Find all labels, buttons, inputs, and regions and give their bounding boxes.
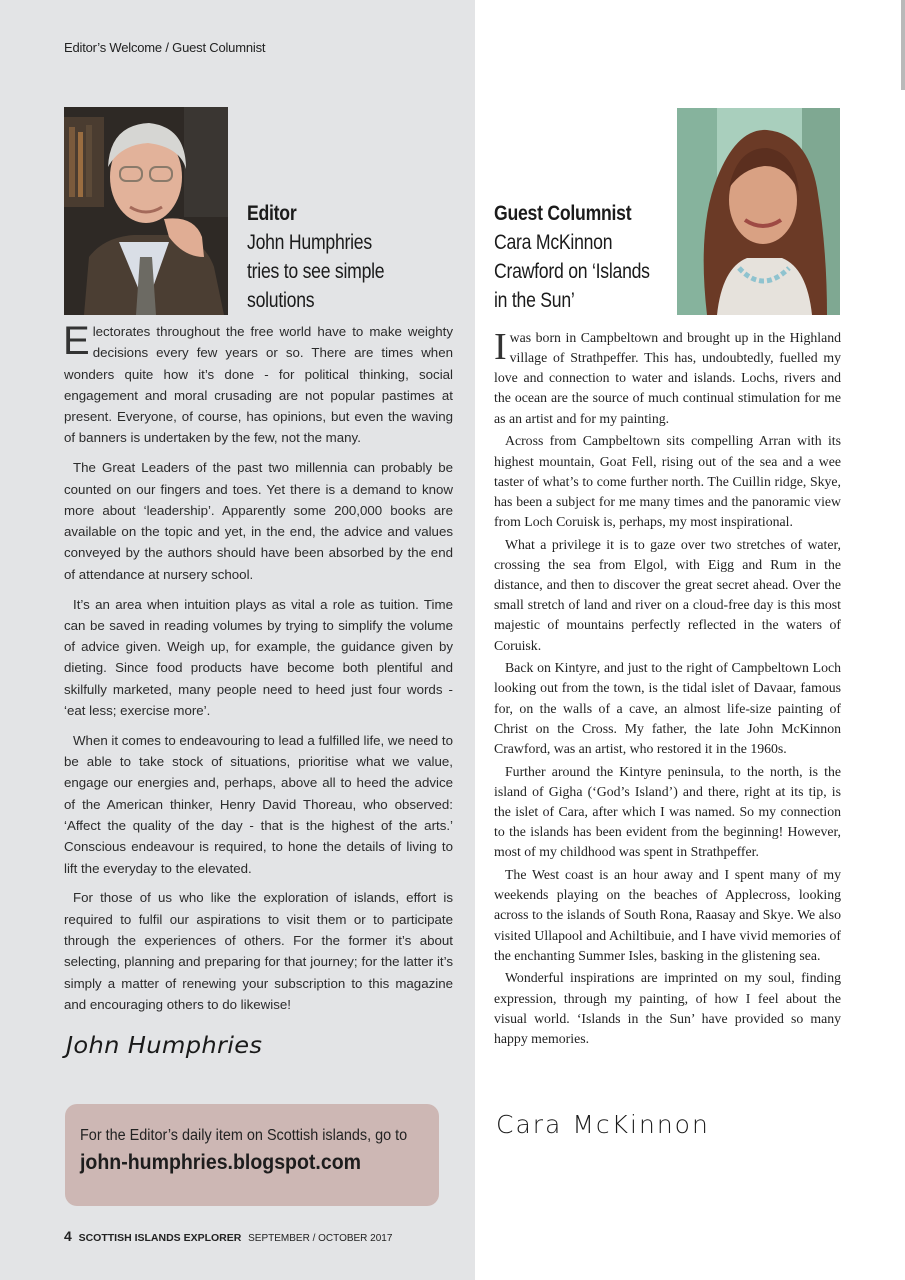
guest-paragraph: Back on Kintyre, and just to the right of Campbeltown Loch looking out from the town, is the tidal islet of Davaar, famous for, on the walls of a cave, an almost life-size painting of Christ on the Cross. My father, the late John McKinnon Crawford, was an artist, who restored it in the 1960s. (494, 660, 841, 756)
editor-paragraph: The Great Leaders of the past two millennia can probably be counted on our fingers and toes. Yet there is a demand to know more about ‘leadership’. Apparently some 200,000 books are available on the topic and yet, in the end, the advice and values conveyed by the authors should have been absorbed by the end of attendance at nursery school. (64, 460, 453, 582)
editor-paragraph (64, 321, 453, 449)
guest-paragraph (494, 328, 841, 429)
editor-paragraph: It’s an area when intuition plays as vital a role as tuition. Time can be saved in reading volumes by trying to simplify the volume of advice given. Weigh up, for example, the guidance given by dieting. Since food products have become both plentiful and skilfully marketed, many people need to heed just four words - ‘eat less; exercise more’. (64, 596, 453, 719)
editor-dropcap: E (63, 319, 90, 363)
guest-paragraph: Further around the Kintyre peninsula, to the north, is the island of Gigha (‘God’s Island’) and there, right at its tip, is the islet of Cara, after which I was named. So my connection to the islands has been evident from the beginning! However, most of my childhood was spent in Strathpeffer. (494, 763, 841, 860)
guest-dropcap: I (494, 326, 507, 368)
editor-paragraph: When it comes to endeavouring to lead a fulfilled life, we need to be able to take stock of situations, prioritise what we value, engage our energies and, perhaps, above all to heed the advice of the American thinker, Henry David Thoreau, who observed: ‘Affect the quality of the day - that is the highest of the arts.’ Conscious endeavour is required, to hone the details of living to lift the everyday to the elevated. (64, 732, 453, 876)
blog-callout-box (65, 1104, 439, 1206)
section-label: Editor’s Welcome / Guest Columnist (64, 40, 266, 55)
guest-columnist-photo (677, 108, 840, 315)
guest-role: Guest Columnist (494, 202, 632, 225)
editor-photo (64, 107, 228, 315)
blog-callout-text: For the Editor’s daily item on Scottish islands, go to (80, 1127, 408, 1144)
guest-heading (494, 199, 679, 315)
guest-paragraph: What a privilege it is to gaze over two stretches of water, crossing the sea from Elgol, with Eigg and Rum in the distance, and then to discover the great secret ahead. Over the small stretch of land and river on a cloud-free day is this most majestic of mountains perfectly reflected in the waters of Coruisk. (494, 536, 841, 653)
guest-first-paragraph-text: was born in Campbeltown and brought up in the Highland village of Strathpeffer. This has, undoubtedly, fuelled my love and connection to water and islands. Lochs, rivers and the ocean are the source of much continual stimulation for me as an artist and for my painting. (494, 330, 841, 426)
guest-headline-line: in the Sun’ (494, 289, 575, 312)
guest-headline-line: Cara McKinnon (494, 231, 613, 254)
page-number: 4 (64, 1228, 72, 1244)
editor-role: Editor (247, 202, 297, 225)
editor-article (64, 321, 453, 1024)
page-edge (901, 0, 905, 90)
guest-headline-line: Crawford on ‘Islands (494, 260, 650, 283)
guest-paragraph: Wonderful inspirations are imprinted on my soul, finding expression, through my painting, of how I feel about the visual world. ‘Islands in the Sun’ have provided so many happy memories. (494, 970, 841, 1046)
guest-article (494, 328, 841, 1052)
guest-paragraph: Across from Campbeltown sits compelling Arran with its highest mountain, Goat Fell, rising out of the sea and a wee taster of what’s to come further north. The Cuillin ridge, Skye, has been a subject for me many times and the panoramic view from Loch Coruisk is, perhaps, my most inspirational. (494, 433, 841, 529)
editor-headline-line: John Humphries (247, 231, 372, 254)
editor-first-paragraph-text: lectorates throughout the free world have to make weighty decisions every few years or so. There are times when wonders quite how it’s done - for political thinking, social engagement and moral crusading are not popular pastimes at present. Everyone, of course, has opinions, but even the waving of banners is undertaken by the few, not the many. (64, 324, 453, 446)
issue-date: SEPTEMBER / OCTOBER 2017 (248, 1233, 393, 1244)
page-footer (64, 1228, 392, 1244)
editor-headline-line: solutions (247, 289, 315, 312)
guest-paragraph: The West coast is an hour away and I spent many of my weekends playing on the beaches of Applecross, looking across to the islands of South Rona, Raasay and Skye. We also visited Ullapool and Achiltibuie, and I have vivid memories of the enchanting Summer Isles, basking in the glistening sea. (494, 867, 841, 963)
editor-paragraph: For those of us who like the exploration of islands, effort is required to fulfil our aspirations to visit them or to participate through the experiences of others. For the former it’s about selecting, planning and preparing for that journey; for the latter it’s simply a matter of renewing your subscription to this magazine and encouraging others to do likewise! (64, 890, 453, 1012)
editor-headline-line: tries to see simple (247, 260, 385, 283)
blog-url-link[interactable]: john-humphries.blogspot.com (80, 1151, 362, 1174)
guest-signature: Cara McKinnon (496, 1110, 710, 1139)
magazine-title: SCOTTISH ISLANDS EXPLORER (78, 1232, 242, 1244)
editor-signature: John Humphries (66, 1033, 263, 1059)
editor-heading (247, 199, 432, 315)
